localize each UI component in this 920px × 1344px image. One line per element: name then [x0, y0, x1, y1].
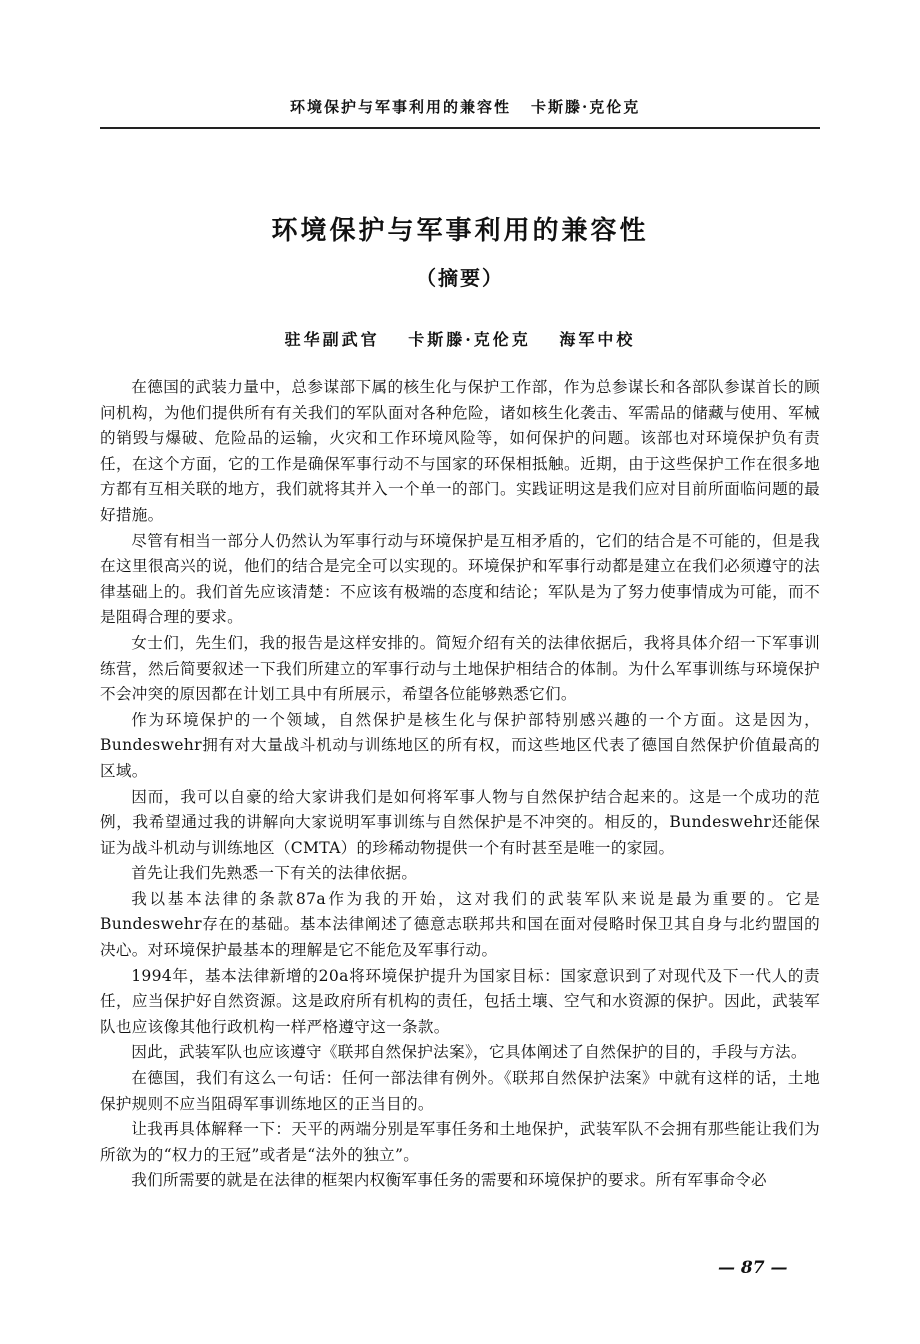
article-body	[100, 375, 820, 1194]
article-title: 环境保护与军事利用的兼容性	[271, 216, 649, 246]
running-head-author: 卡斯滕·克伦克	[531, 98, 641, 116]
paragraph: 我以基本法律的条款87a作为我的开始，这对我们的武装军队来说是最为重要的。它是Bundeswehr存在的基础。基本法律阐述了德意志联邦共和国在面对侵略时保卫其自身与北约盟国的决心。对环境保护最基本的理解是它不能危及军事行动。	[100, 889, 820, 960]
paragraph: 让我再具体解释一下：天平的两端分别是军事任务和土地保护，武装军队不会拥有那些能让我们为所欲为的“权力的王冠”或者是“法外的独立”。	[100, 1120, 820, 1164]
byline-position: 驻华副武官	[284, 330, 380, 349]
article-subtitle: （摘要）	[416, 266, 504, 290]
byline	[0, 327, 920, 350]
paragraph: 在德国的武装力量中，总参谋部下属的核生化与保护工作部，作为总参谋长和各部队参谋首长的顾问机构，为他们提供所有有关我们的军队面对各种危险，诸如核生化袭击、军需品的储藏与使用、军械的销毁与爆破、危险品的运输，火灾和工作环境风险等，如何保护的问题。该部也对环境保护负有责任，在这个方面，它的工作是确保军事行动不与国家的环保相抵触。近期，由于这些保护工作在很多地方都有互相关联的地方，我们就将其并入一个单一的部门。实践证明这是我们应对目前所面临问题的最好措施。	[100, 378, 820, 524]
paragraph: 女士们，先生们，我的报告是这样安排的。简短介绍有关的法律依据后，我将具体介绍一下军事训练营，然后简要叙述一下我们所建立的军事行动与土地保护相结合的体制。为什么军事训练与环境保护不会冲突的原因都在计划工具中有所展示，希望各位能够熟悉它们。	[100, 633, 820, 704]
paragraph: 首先让我们先熟悉一下有关的法律依据。	[131, 864, 418, 883]
paragraph: 1994年，基本法律新增的20a将环境保护提升为国家目标：国家意识到了对现代及下一代人的责任，应当保护好自然资源。这是政府所有机构的责任，包括土壤、空气和水资源的保护。因此，武装军队也应该像其他行政机构一样严格遵守这一条款。	[100, 966, 820, 1036]
paragraph: 尽管有相当一部分人仍然认为军事行动与环境保护是互相矛盾的，它们的结合是不可能的，但是我在这里很高兴的说，他们的结合是完全可以实现的。环境保护和军事行动都是建立在我们必须遵守的法律基础上的。我们首先应该清楚：不应该有极端的态度和结论；军队是为了努力使事情成为可能，而不是阻碍合理的要求。	[100, 531, 820, 627]
byline-rank: 海军中校	[559, 330, 636, 349]
paragraph: 因此，武装军队也应该遵守《联邦自然保护法案》，它具体阐述了自然保护的目的，手段与方法。	[131, 1043, 807, 1062]
running-head-title: 环境保护与军事利用的兼容性	[290, 98, 512, 116]
page-number: — 87 —	[718, 1258, 788, 1278]
byline-name: 卡斯滕·克伦克	[408, 330, 531, 349]
paragraph: 在德国，我们有这么一句话：任何一部法律有例外。《联邦自然保护法案》中就有这样的话，土地保护规则不应当阻碍军事训练地区的正当目的。	[100, 1069, 820, 1113]
running-head	[290, 96, 640, 117]
header-rule	[100, 127, 820, 129]
paragraph: 我们所需要的就是在法律的框架内权衡军事任务的需要和环境保护的要求。所有军事命令必	[131, 1171, 767, 1190]
paragraph: 作为环境保护的一个领域，自然保护是核生化与保护部特别感兴趣的一个方面。这是因为，Bundeswehr拥有对大量战斗机动与训练地区的所有权，而这些地区代表了德国自然保护价值最高的区域。	[100, 710, 820, 780]
paragraph: 因而，我可以自豪的给大家讲我们是如何将军事人物与自然保护结合起来的。这是一个成功的范例，我希望通过我的讲解向大家说明军事训练与自然保护是不冲突的。相反的，Bundeswehr还能保证为战斗机动与训练地区（CMTA）的珍稀动物提供一个有时甚至是唯一的家园。	[100, 787, 820, 857]
